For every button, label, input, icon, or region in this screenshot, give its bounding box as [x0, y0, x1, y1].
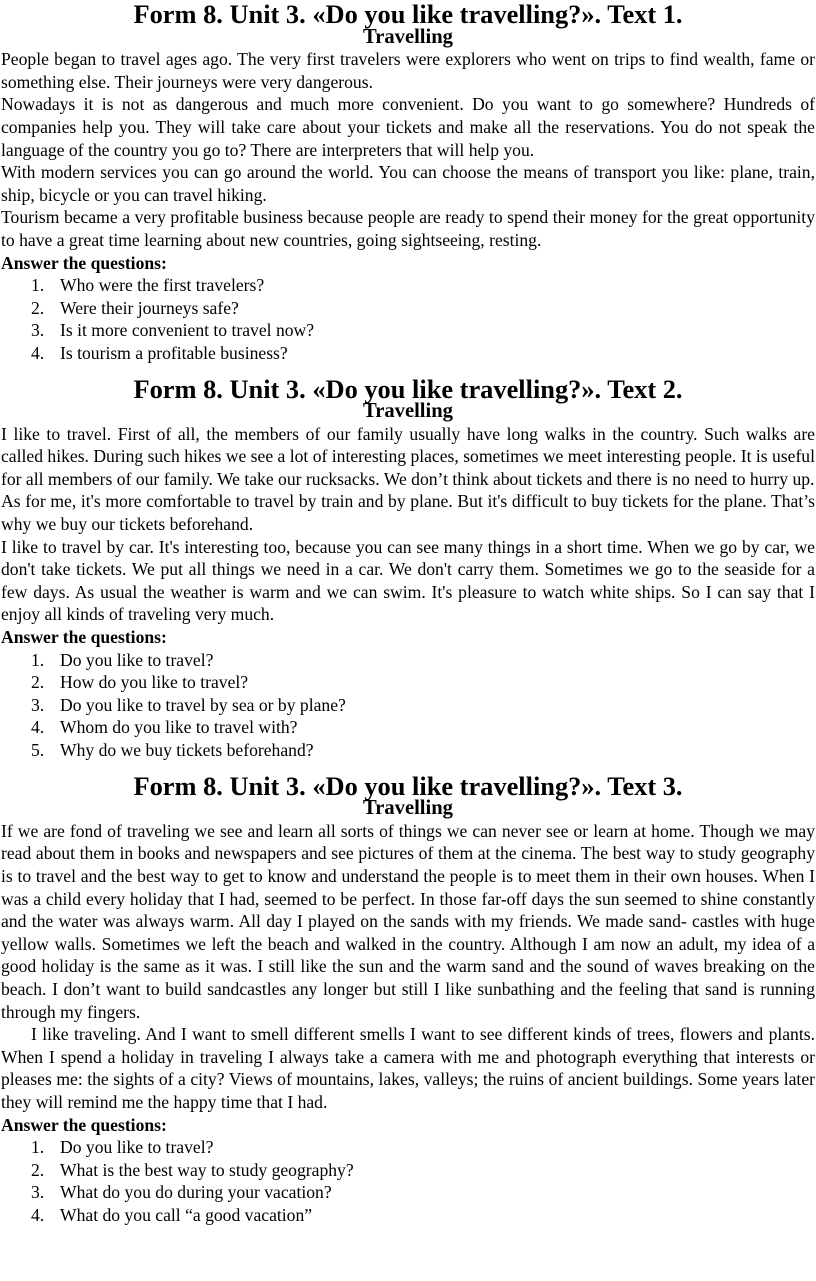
question-text: What do you do during your vacation?	[60, 1182, 332, 1203]
question-item	[1, 649, 815, 672]
paragraph: I like to travel by car. It's interesting too, because you can see many things in a short time. When we go by car, we don't take tickets. We put all things we need in a car. We don't carry them. Sometimes we go to the seaside for a few days. As usual the weather is warm and we can swim. It's pleasure to watch white ships. So I can say that I enjoy all kinds of traveling very much.	[1, 536, 815, 625]
section-title: Form 8. Unit 3. «Do you like travelling?». Text 1.	[133, 0, 683, 29]
question-item	[1, 297, 815, 320]
questions-list	[1, 274, 815, 364]
question-number: 5.	[31, 740, 45, 760]
paragraph: With modern services you can go around the world. You can choose the means of transport you like: plane, train, ship, bicycle or you can travel hiking.	[1, 162, 815, 205]
questions-list	[1, 1136, 815, 1226]
question-item	[1, 671, 815, 694]
question-text: What is the best way to study geography?	[60, 1159, 354, 1180]
question-number: 4.	[31, 1204, 45, 1225]
question-item	[1, 716, 815, 739]
question-text: Whom do you like to travel with?	[60, 717, 298, 738]
question-item	[1, 274, 815, 297]
question-number: 1.	[31, 649, 45, 670]
question-number: 3.	[31, 320, 45, 341]
question-text: Is it more convenient to travel now?	[60, 320, 315, 341]
text-1-section	[1, 0, 815, 365]
question-text: How do you like to travel?	[60, 672, 249, 693]
question-item	[1, 1204, 815, 1227]
paragraph: People began to travel ages ago. The very first travelers were explorers who went on trips to find wealth, fame or something else. Their journeys were very dangerous.	[1, 49, 815, 92]
questions-list	[1, 649, 815, 762]
question-text: Do you like to travel?	[60, 649, 214, 670]
text-3-section	[1, 770, 815, 1227]
question-number: 3.	[31, 694, 45, 715]
question-item	[1, 739, 815, 762]
question-number: 2.	[31, 1159, 45, 1180]
questions-heading: Answer the questions:	[1, 1114, 167, 1135]
section-subtitle: Travelling	[363, 400, 453, 423]
paragraph: If we are fond of traveling we see and learn all sorts of things we can never see or learn at home. Though we may read about them in books and newspapers and see pictures of them at the cinema. The best way to study geography is to travel and the best way to get to know and understand the people is to meet them in their own houses. When I was a child every holiday that I had, seemed to be perfect. In those far-off days the sun seemed to shine constantly and the water was always warm. All day I played on the sands with my friends. We made sand- castles with huge yellow walls. Sometimes we left the beach and walked in the country. Although I am now an adult, my idea of a good holiday is the same as it was. I still like the sun and the warm sand and the sound of waves breaking on the beach. I don’t want to build sandcastles any longer but still I like sunbathing and the feeling that sand is running through my fingers.	[1, 820, 815, 1022]
question-text: What do you call “a good vacation”	[60, 1204, 313, 1225]
question-number: 1.	[31, 1137, 45, 1158]
question-item	[1, 1181, 815, 1204]
questions-heading: Answer the questions:	[1, 252, 167, 273]
question-item	[1, 319, 815, 342]
paragraph: As for me, it's more comfortable to travel by train and by plane. But it's difficult to buy tickets for the plane. That’s why we buy our tickets beforehand.	[1, 491, 815, 535]
text-2-section	[1, 373, 815, 762]
section-title: Form 8. Unit 3. «Do you like travelling?». Text 3.	[133, 770, 683, 801]
question-text: Why do we buy tickets beforehand?	[60, 740, 314, 760]
paragraph: I like traveling. And I want to smell different smells I want to see different kinds of trees, flowers and plants. When I spend a holiday in traveling I always take a camera with me and photograph everything that interests or pleases me: the sights of a city? Views of mountains, lakes, valleys; the ruins of ancient buildings. Some years later they will remind me the happy time that I had.	[1, 1024, 815, 1112]
section-subtitle: Travelling	[363, 797, 453, 820]
paragraph: Tourism became a very profitable business because people are ready to spend their money for the great opportunity to have a great time learning about new countries, going sightseeing, resting.	[1, 207, 815, 250]
questions-heading: Answer the questions:	[1, 627, 167, 648]
question-text: Do you like to travel?	[60, 1137, 214, 1158]
question-item	[1, 1159, 815, 1182]
question-item	[1, 694, 815, 717]
question-text: Do you like to travel by sea or by plane?	[60, 694, 346, 715]
question-item	[1, 1136, 815, 1159]
question-number: 2.	[31, 672, 45, 693]
question-text: Were their journeys safe?	[60, 297, 239, 318]
paragraph: I like to travel. First of all, the members of our family usually have long walks in the country. Such walks are called hikes. During such hikes we see a lot of interesting places, sometimes we meet interesting people. It is useful for all members of our family. We take our rucksacks. We don’t think about tickets and there is no need to hurry up.	[1, 423, 815, 489]
paragraph: Nowadays it is not as dangerous and much more convenient. Do you want to go somewhere? Hundreds of companies help you. They will take care about your tickets and make all the reservations. You do not speak the language of the country you go to? There are interpreters that will help you.	[1, 94, 815, 160]
section-subtitle: Travelling	[363, 25, 453, 48]
question-number: 1.	[31, 275, 45, 296]
question-text: Who were the first travelers?	[60, 275, 265, 296]
question-number: 3.	[31, 1182, 45, 1203]
question-number: 4.	[31, 717, 45, 738]
question-number: 4.	[31, 342, 45, 363]
question-item	[1, 342, 815, 365]
question-number: 2.	[31, 297, 45, 318]
section-title: Form 8. Unit 3. «Do you like travelling?». Text 2.	[133, 373, 683, 404]
question-text: Is tourism a profitable business?	[60, 342, 288, 363]
